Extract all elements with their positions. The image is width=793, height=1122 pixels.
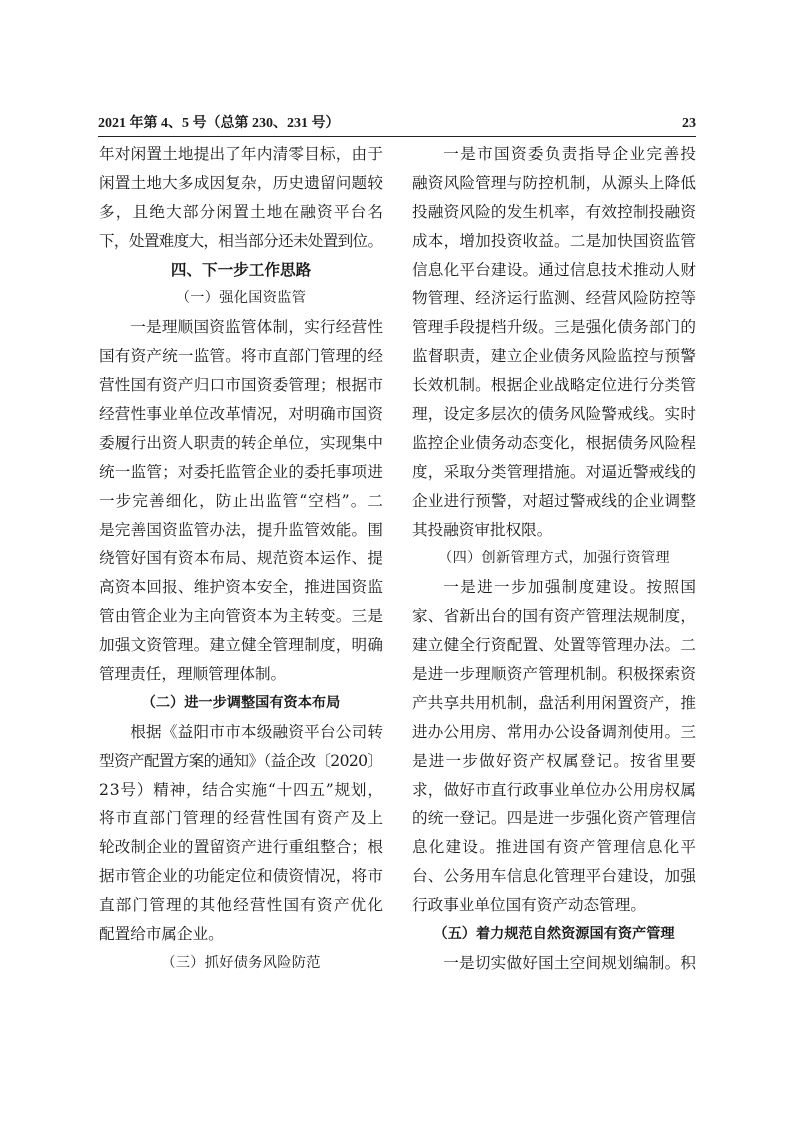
body-line: 息化建设。推进国有资产管理信息化平 bbox=[412, 838, 698, 857]
body-line: 配置给市属企业。 bbox=[99, 925, 224, 944]
section-heading: 四、下一步工作思路 bbox=[170, 259, 312, 279]
subsection-heading: （二）进一步调整国有资本布局 bbox=[141, 694, 341, 711]
body-line: 国有资产统一监管。将市直部门管理的经 bbox=[99, 347, 384, 366]
body-line: 闲置土地大多成因复杂，历史遗留问题较 bbox=[99, 173, 384, 192]
body-line: 直部门管理的其他经营性国有资产优化 bbox=[99, 896, 385, 915]
body-line: 一是进一步加强制度建设。按照国 bbox=[443, 578, 698, 597]
body-line: 企业进行预警，对超过警戒线的企业调整 bbox=[412, 491, 697, 510]
body-line: 成本，增加投资收益。二是加快国资监管 bbox=[412, 231, 697, 250]
body-line: 台、公务用车信息化管理平台建设，加强 bbox=[412, 867, 697, 886]
body-line: 度，采取分类管理措施。对逼近警戒线的 bbox=[412, 462, 697, 481]
subsection-heading: （四）创新管理方式，加强行资管理 bbox=[438, 550, 670, 567]
body-line: 求，做好市直行政事业单位办公用房权属 bbox=[412, 780, 697, 799]
body-line: 长效机制。根据企业战略定位进行分类管 bbox=[412, 376, 697, 395]
body-line: 监督职责，建立企业债务风险监控与预警 bbox=[412, 347, 697, 366]
body-line: 投融资风险的发生机率，有效控制投融资 bbox=[412, 202, 697, 221]
body-line: 一是切实做好国土空间规划编制。积 bbox=[443, 953, 697, 972]
body-line: 据市管企业的功能定位和债资情况，将市 bbox=[99, 867, 384, 886]
body-line: 行政事业单位国有资产动态管理。 bbox=[412, 896, 646, 915]
body-line: 经营性事业单位改革情况，对明确市国资 bbox=[99, 405, 384, 424]
body-line: 将市直部门管理的经营性国有资产及上 bbox=[99, 809, 385, 828]
body-line: 管由管企业为主向管资本为主转变。三是 bbox=[99, 607, 384, 626]
body-line: 23号）精神，结合实施“十四五”规划， bbox=[99, 780, 384, 799]
page-number: 23 bbox=[682, 116, 696, 131]
body-line: 统一监管；对委托监管企业的委托事项进 bbox=[99, 462, 384, 481]
body-line: 其投融资审批权限。 bbox=[412, 520, 553, 539]
subsection-heading: （三）抓好债务风险防范 bbox=[161, 954, 321, 971]
body-line: 多，且绝大部分闲置土地在融资平台名 bbox=[99, 202, 385, 221]
body-line: 建立健全行资配置、处置等管理办法。二 bbox=[412, 636, 697, 655]
body-line: 的统一登记。四是进一步强化资产管理信 bbox=[412, 809, 697, 828]
body-line: 轮改制企业的置留资产进行重组整合；根 bbox=[99, 838, 384, 857]
left-text-column bbox=[99, 140, 383, 978]
body-line: 是完善国资监管办法，提升监管效能。围 bbox=[99, 520, 384, 539]
body-line: 委履行出资人职责的转企单位，实现集中 bbox=[99, 433, 384, 452]
subsection-heading: （一）强化国资监管 bbox=[175, 290, 307, 307]
body-line: 一是市国资委负责指导企业完善投 bbox=[443, 145, 698, 163]
body-line: 家、省新出台的国有资产管理法规制度， bbox=[412, 607, 697, 626]
body-line: 是进一步理顺资产管理机制。积极探索资 bbox=[412, 665, 697, 684]
body-line: 加强文资管理。建立健全管理制度，明确 bbox=[99, 636, 384, 655]
body-line: 管理责任，理顺管理体制。 bbox=[99, 665, 287, 684]
body-line: 物管理、经济运行监测、经营风险防控等 bbox=[412, 289, 697, 308]
body-line: 年对闲置土地提出了年内清零目标，由于 bbox=[99, 145, 384, 163]
body-line: 理，设定多层次的债务风险警戒线。实时 bbox=[412, 405, 697, 424]
body-line: 绕管好国有资本布局、规范资本运作、提 bbox=[99, 549, 384, 568]
body-line: 型资产配置方案的通知》（益企改〔2020〕 bbox=[99, 751, 383, 770]
subsection-heading: （五）着力规范自然资源国有资产管理 bbox=[433, 926, 675, 943]
body-line: 一步完善细化，防止出监管“空档”。二 bbox=[99, 491, 385, 510]
right-text-column bbox=[412, 140, 696, 978]
body-line: 高资本回报、维护资本安全，推进国资监 bbox=[99, 578, 384, 597]
body-line: 管理手段提档升级。三是强化债务部门的 bbox=[412, 318, 697, 337]
body-line: 监控企业债务动态变化，根据债务风险程 bbox=[412, 433, 697, 452]
body-line: 进办公用房、常用办公设备调剂使用。三 bbox=[412, 722, 697, 741]
body-line: 一是理顺国资监管体制，实行经营性 bbox=[130, 318, 384, 337]
running-header bbox=[98, 114, 696, 137]
body-line: 信息化平台建设。通过信息技术推动人财 bbox=[412, 260, 697, 279]
body-line: 是进一步做好资产权属登记。按省里要 bbox=[412, 751, 698, 770]
body-line: 融资风险管理与防控机制，从源头上降低 bbox=[412, 173, 697, 192]
body-line: 产共享共用机制，盘活利用闲置资产，推 bbox=[412, 693, 697, 712]
body-line: 营性国有资产归口市国资委管理；根据市 bbox=[99, 376, 384, 395]
journal-issue: 2021 年第 4、5 号（总第 230、231 号） bbox=[98, 116, 340, 131]
body-line: 下，处置难度大，相当部分还未处置到位。 bbox=[99, 231, 383, 250]
body-line: 根据《益阳市市本级融资平台公司转 bbox=[130, 722, 384, 741]
